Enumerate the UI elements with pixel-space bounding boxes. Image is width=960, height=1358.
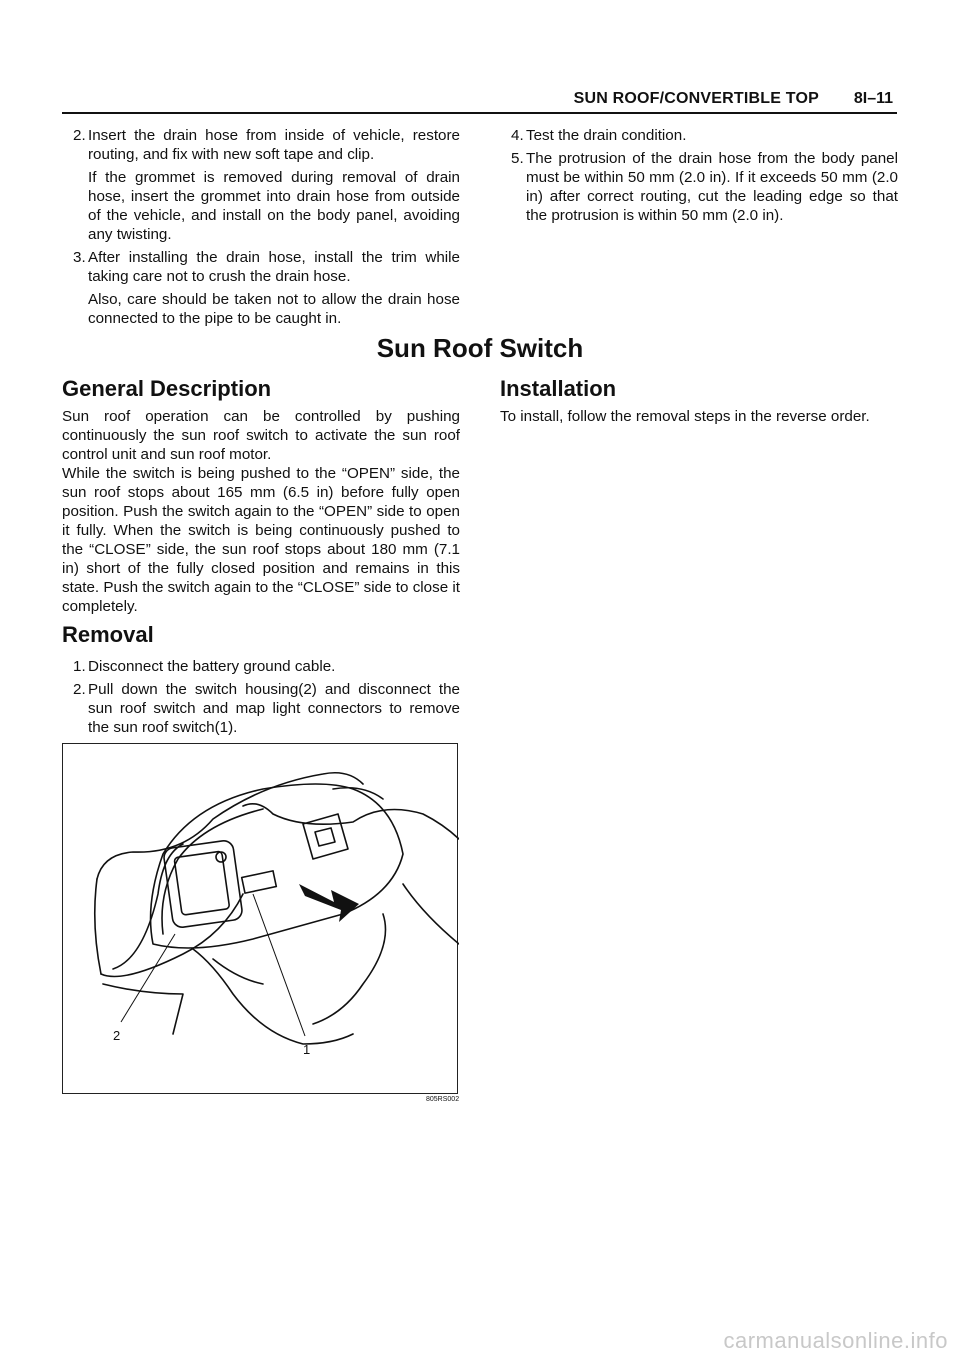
callout-1: 1: [303, 1042, 311, 1057]
step-text: Disconnect the battery ground cable.: [88, 658, 336, 675]
removal-illustration: [62, 743, 458, 1094]
removal-step-1: [62, 657, 460, 676]
step-2: [62, 126, 460, 244]
watermark: carmanualsonline.info: [723, 1328, 948, 1353]
step-4: [500, 126, 898, 145]
removal-step-2: [62, 680, 460, 737]
general-paragraph-2: While the switch is being pushed to the “OPEN” side, the sun roof stops about 165 mm (6.5 in) before fully open position. Push the switch again to the “OPEN” side to open it fully. When the switch is being continuously pushed to the “CLOSE” side, the sun roof stops about 180 mm (7.1 in) short of the fully closed position and remains in this state. Push the switch again to the “CLOSE” side to close it completely.: [62, 465, 460, 615]
step-note: Also, care should be taken not to allow the drain hose connected to the pipe to be caught in.: [88, 291, 460, 327]
left-top-column: [62, 126, 460, 332]
removal-steps: [62, 657, 460, 741]
header-title: SUN ROOF/CONVERTIBLE TOP: [573, 90, 819, 107]
general-description-heading: General Description: [62, 376, 272, 401]
step-number: 2.: [73, 127, 86, 144]
section-title: Sun Roof Switch: [376, 333, 584, 363]
step-text: After installing the drain hose, install the trim while taking care not to crush the drain hose.: [88, 249, 460, 285]
installation-heading: Installation: [500, 376, 617, 401]
figure-code: 805RS002: [426, 1096, 460, 1103]
general-paragraph-1: Sun roof operation can be controlled by pushing continuously the sun roof switch to activate the sun roof control unit and sun roof motor.: [62, 408, 460, 463]
step-note: If the grommet is removed during removal of drain hose, insert the grommet into drain hose from outside of the vehicle, and install on the body panel, avoiding any twisting.: [88, 169, 460, 243]
installation-text: To install, follow the removal steps in the reverse order.: [500, 408, 870, 425]
step-text: Insert the drain hose from inside of vehicle, restore routing, and fix with new soft tape and clip.: [88, 127, 460, 163]
callout-2: 2: [113, 1028, 121, 1043]
step-text: Test the drain condition.: [526, 127, 687, 144]
right-top-column: [500, 126, 898, 229]
step-number: 4.: [511, 127, 524, 144]
general-description-body: [62, 407, 460, 616]
page-number: 8I–11: [853, 90, 893, 107]
step-text: Pull down the switch housing(2) and disconnect the sun roof switch and map light connectors to remove the sun roof switch(1).: [88, 681, 460, 736]
step-3: [62, 248, 460, 328]
step-number: 3.: [73, 249, 86, 266]
removal-heading: Removal: [62, 622, 154, 647]
step-number: 1.: [73, 658, 86, 675]
step-number: 5.: [511, 150, 524, 167]
step-number: 2.: [73, 681, 86, 698]
step-5: [500, 149, 898, 225]
step-text: The protrusion of the drain hose from the body panel must be within 50 mm (2.0 in). If it exceeds 50 mm (2.0 in) after correct routing, cut the leading edge so that the protrusion is within 50 mm (2.0 in).: [526, 150, 898, 224]
switch-removal-drawing: [63, 744, 459, 1095]
page-header: [62, 90, 897, 114]
